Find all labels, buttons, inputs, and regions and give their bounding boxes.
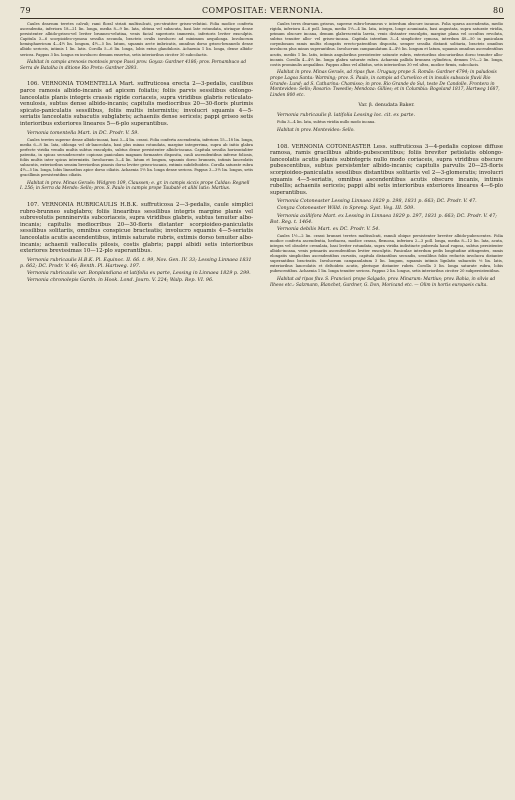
species-108-habitat: Habitat ad ripas fluv. S. Francisci prope Salgado, prov. Minarum: Martius; prov. Bahia, in silvis ad Ilheos etc.: Salzmann, Blanchet, Gardner, G. Don, Moricand etc. — Olim in hortis europaeis culta. bbox=[270, 277, 496, 288]
right-page-number: 80 bbox=[493, 6, 504, 15]
species-107-citation-2: Vernonia rubricaulis var. Bonplandiana et latifolia ex parte, Lessing in Linnaea 1829 p. 299. bbox=[27, 270, 251, 276]
species-107-heading: 107. VERNONIA RUBRICAULIS H.B.K. bbox=[27, 202, 138, 209]
species-106-diagnosis: suffruticosa erecta 2—3-pedalis, caulibus parce ramosis albido-incanis ad apicem foliatis; foliis parvis sessilibus oblongo-lanceolatis planis integris crassis rigide coriaceis, supra viridibus glabris reticulato-venulosis, subtus dense albido-incanis; capitulis mediocribus 20—30-floris plurimis spicato-paniculatis sessilibus, foliis multis intermixtis; involucri squamis 4—5-seriatis lanceolatis subacutis subglabris; achaeniis dense sericeis; pappi griseo setis interioribus exteriores lineares 5—6-plo superantibus. bbox=[20, 81, 253, 127]
species-106-citation: Vernonia tomentella Mart. in DC. Prodr. V. 59. bbox=[27, 130, 139, 136]
variety-description: Folia 3—4 lin. lata, subtus viridia nullo modo incana. bbox=[277, 120, 376, 125]
running-title: COMPOSITAE: VERNONIA. bbox=[202, 6, 324, 15]
species-107-diagnosis: suffruticosa 2—3-pedalis, caule simplici rubro-brunneo subglabro; foliis linearibus sessilibus integris margine planis vel subrevolutis penninerviis subcoriaceis, supra viridibus glabris, subtus tenuiter albo-incanis; capitulis mediocribus 20—30-floris distanter scorpioideo-paniculatis sessilibus solitariis, omnibus conspicue bracteatis; involucro squamis 4—5-seriatis lanceolatis acutis ascendentibus, intimis saturate rubris, extimis dorso tenuiter albo-incanis; achaenii valleculis pilosis, costis glabris; pappi albidi setis interioribus exteriores brevissimas 10—12-plo superantibus. bbox=[20, 202, 253, 255]
species-106-description: Caules teretes superne dense albido-incani, basi 3—4 lin. crassi. Folia conferta ascendentia, inferiora 15—18 lin. longa, media 6—8 lin. lata, oblonga vel ob-lanceolata, basi plus minus rotundata, margine integerrima, supra ab initio glabra perfecte viridia venulis multis subtus exsculptis, subtus dense persistenter albido-incana. Capitula sessilia horizontaliter patentia, in spicas secundescente copiosas paniculam magnam formantes disposita, cauli ascendentibus inferne foliosis, foliis multis inter spicas intermixtis. Involucrum 3—4 lin. latum et longum, squamis dorso brunneis, intimis lanceolatis subacutis, exterioribus sensim brevioribus pinosis dorso leviter griseo-incanis, extimis subdeltoideis. Corolla saturate rubra 4½—5 lin. longa, lobis linearibus apice dorso ciliatis. Achaenia 1½ lin. longa dense sericea. Pappus 3—3½ lin. longus, setis gracillimis persistentibus ciliatis. bbox=[20, 137, 253, 178]
species-107-citation-1: Vernonia rubricaulis H.B.K. Pl. Equinoc. II. 66. t. 99, Nov. Gen. IV. 33; Lessing Linnaea 1831 p. 662; DC. Prodr. V. 46; Benth. Pl. Hartweg. 197. bbox=[20, 257, 252, 269]
species-108-entry bbox=[270, 144, 503, 197]
species-106-heading: 106. VERNONIA TOMENTELLA Mart. bbox=[27, 81, 135, 88]
header-rule bbox=[20, 18, 504, 19]
species-108-citation-3: Vernonia axillifora Mart. ex Lessing in Linnaea 1829 p. 297, 1831 p. 663; DC. Prodr. V. 47; Bot. Reg. t. 1464. bbox=[270, 213, 497, 225]
species-107-entry bbox=[20, 202, 253, 255]
species-106-entry bbox=[20, 81, 253, 127]
habitat-note: Habitat in prov. Minas Geraës, ad ripas flue. Uruguay prope S. Romão: Gardner 4794; in paludosis prope Lagoa Santa: Warming; prov. S. Paulo, in campis ad Curvelico et in insulis subsaxis fluvii Rio Grande: Lund; ad S. Catharina: Chamisso; in prov. Rio Grande do Sul, teste De Candolle. Frontera in Montevideo: Sello; Rosario: Tweedie; Mendoza: Gillies; et in Columbia: Bogoland 1817, Hartweg 1687, Linden 800 etc. bbox=[270, 70, 500, 98]
variety-heading: Var. β. denudata Baker. bbox=[358, 103, 415, 109]
right-column bbox=[270, 22, 503, 794]
species-108-description: Caules 1½—2 lin. crassi brunnei teretes multisulcati, ramuli obique persistenter breviter albido-pubescentes. Folia modice conferta ascendentia, herbacea, modice crassa, flexuosa, inferiora 2—3 poll. longa, media 8—12 lin. lata, acuta, integra vel obsolete crenulata, basi leviter rotundata, supra viridia indistincte puberula haud rugosa, subtus persistenter albido-incana, venis primariis ascendentibus leviter exsculptis. Paniculae interdum pedis longitudine attingentes, ramis elongatis simplicibus ascendentibus curvatis, capitula distantibus secundis, sessilibus foliis reductis involucra distanter superantibus bracteatis. Involucrum campanulatum 3 lin. longum, squamis intimis lignlatis subacutis ⅔ lin. latis, exterioribus lanceolatis et deltoideis acutis, plerisque distanter rubris. Corolla 3 lin. longa saturate rubra, lobis pubescentibus. Achaenia 1 lin. longa tenuiter sericea. Pappus 2 lin. longus, setis interioribus circiter 20 subpersistentibus. bbox=[270, 233, 503, 274]
species-108-citation-4: Vernonia debilis Mart. ex DC. Prodr. V. 54. bbox=[277, 226, 380, 232]
variety-citation: Vernonia rubricaulis β. latifolia Lessing loc. cit. ex parte. bbox=[277, 113, 416, 119]
species-108-diagnosis: suffruticosa 3—4-pedalis copiose diffuse ramosa, ramis gracilibus albido-pubescentibus; foliis breviter petiolatis oblongo-lanceolatis acutis planis subintegris nullo modo coriaceis, supra viridibus obscure pubescentibus, subtus persistenter albido-incanis; capitulis parvulis 20—25-floris scorpioideo-paniculatis sessilibus distantibus solitariis vel 2—3-glomeratis; involucri squamis 4—5-seriatis, omnibus ascendentibus acutis obscure incanis, intimis rubellis; achaeniis sericeis; pappi albi setis interioribus exteriores lineares 4—6-plo superantibus. bbox=[270, 143, 503, 196]
description-paragraph: Caules dearsum teretes calvuli; rami floral striati multisulcati, pro-stratiter griseo-velutini. Folia modice conferta ascendentia, inferiora 18—21 lin. longa, media 8—9 lin. lata, obtusa vel subacuta, basi late rotundata, utrinque dense persistenter albido-griseo-vel leviter brunneo-velutina, venis facial superioris immersis, inferioris leviter exsculptis. Capitula 3—6 scorpioideo-cymosa sessilia secunda, bracteis ovalis involucro ad minimum aequilonga. Involucrum hemisphaericum 4—4½ lin. longum, 4½—5 lin. latum, squamis arcte imbricatis, omnibus dorso griseo-brunnedo dense albido sericeis, intimis 1 lin. latis. Corolla 5—6 lin. longa, lobis extus glandulosis. Achaenia 1 lin. longa, dense albido-sericea. Pappus 3 lin. longus ex involucro demum exsertus, setis interioribus circiter 30 subcolactis. bbox=[20, 22, 253, 57]
left-column bbox=[20, 22, 253, 794]
description-paragraph: Caules teres dearsum griseus, superne rubro-brunneus v. interdum obscure incanus. Folia sparsa ascendentia, medio rigida, inferiora 4—6 poll. longa, media 1⅓—4 lin. lata, integra, longe acuminata, basi angustata, supra saturate viridia, primum obscure incana, demum glabrescentia laevia, venis distanter exsculptis, margine plana vel occultus revoluta, subtus tenuiter albo- vel griseo-incana. Capitula interdum 3—4 simpliciter cymosa, interdum 40—50 in paniculam corymbosam ramis multis elongatis erecto-patentibus disposita, semper sessilia distanti solitaria, bracteis omnibus involucra plus minus superantibus. Involucrum campanulatum 4—4½ lin. longum et latum, squamis omnibus ascendentibus acutis, mediis 1 lin. latis, intimis anguloribus persistenter saturate rubris, exterioribus obscurioribus dorso tenuiter albo-incanis. Corolla 4—4⅓ lin. longa glabra saturate rubra. Achaenia pallida brunnea cylindrica, demum 1⅓—2 lin. longa, costis prominulis aequalibus. Pappus albus vel albidus, setis interioribus 30 vel ultra, modice firmis, subcolacis. bbox=[270, 22, 503, 67]
habitat-note: Habitat in campis arenosis montosis prope Passi prov. Goyaz: Gardner 4186; prov. Pernambuco ad Serra de Batalha in ditione Rio Preto: Gardner 2893. bbox=[20, 60, 247, 71]
species-106-habitat: Habitat in prov. Minas Geraës: Widgren 109, Claussen; e. gr. in campis siccis prope Caldas: Regnell I. 256; in Serra da Mendo: Sello; prov. S. Paulo in campis prope Taubaté et alibi lutis: Martius. bbox=[20, 180, 250, 192]
left-page-number: 79 bbox=[20, 6, 31, 15]
variety-habitat: Habitat in prov. Montevideo: Sello. bbox=[277, 128, 355, 133]
species-107-citation-3: Vernonia chronolepis Gardn. in Hook. Lond. Journ. V. 224; Walp. Rep. VI. 96. bbox=[27, 278, 214, 284]
species-108-citation-1: Vernonia Cotoneaster Lessing Linnaea 1829 p. 298, 1831 p. 663; DC. Prodr. V. 47. bbox=[277, 199, 477, 205]
species-108-heading: 108. VERNONIA COTONEASTER Less. bbox=[277, 143, 388, 150]
species-108-citation-2: Conyza Cotoneaster Willd. in Spreng. Syst. Veg. III. 509. bbox=[277, 206, 415, 212]
